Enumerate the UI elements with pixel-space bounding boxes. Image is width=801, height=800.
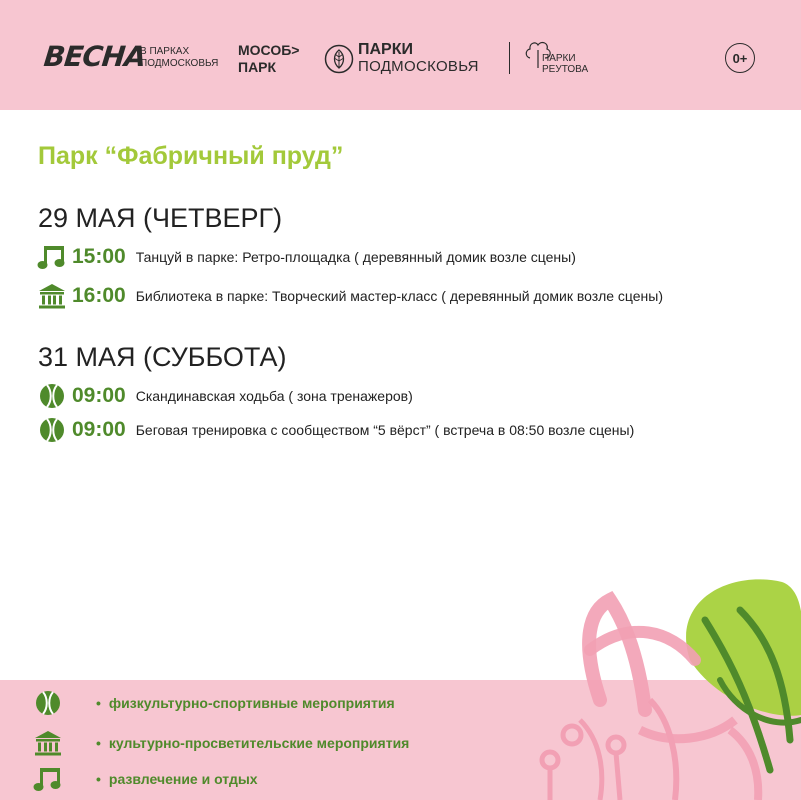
music-note-icon [36, 243, 68, 271]
ball-icon [32, 689, 64, 717]
event-description: Скандинавская ходьба ( зона тренажеров) [135, 388, 413, 404]
decorative-plant-icon [520, 570, 801, 800]
legend-item [32, 729, 409, 757]
vesna-logo-subtitle: В ПАРКАХ ПОДМОСКОВЬЯ [140, 46, 219, 69]
legend-label: • культурно-просветительские мероприятия [96, 735, 409, 751]
parki-reutova-logo: ПАРКИ РЕУТОВА [542, 53, 589, 75]
museum-icon [36, 282, 68, 310]
ball-icon [36, 382, 68, 410]
legend-item [32, 689, 395, 717]
event-time: 15:00 [72, 245, 126, 268]
music-note-icon [32, 765, 64, 793]
vesna-logo: ВЕСНА [42, 40, 147, 73]
event-row [36, 381, 413, 411]
legend-label: • физкультурно-спортивные мероприятия [96, 695, 395, 711]
museum-icon [32, 729, 64, 757]
event-description: Библиотека в парке: Творческий мастер-класс ( деревянный домик возле сцены) [135, 288, 664, 304]
event-row [36, 415, 634, 445]
day-heading: 29 МАЯ (ЧЕТВЕРГ) [38, 203, 283, 233]
parki-logo-line1: ПАРКИ [358, 41, 413, 58]
event-row [36, 242, 576, 272]
legend-label: • развлечение и отдых [96, 771, 258, 787]
header-divider [509, 42, 510, 74]
event-description: Беговая тренировка с сообществом “5 вёрст” ( встреча в 08:50 возле сцены) [135, 422, 635, 438]
event-description: Танцуй в парке: Ретро-площадка ( деревянный домик возле сцены) [135, 249, 576, 265]
parki-podmoskovya-logo [358, 41, 479, 75]
legend-item [32, 765, 258, 793]
header-banner [0, 0, 801, 110]
mosoblpark-logo: МОСОБ> ПАРК [238, 42, 300, 75]
parki-logo-line2: ПОДМОСКОВЬЯ [358, 58, 479, 75]
ball-icon [36, 416, 68, 444]
leaf-logo-icon [324, 44, 354, 74]
event-time: 09:00 [72, 418, 126, 441]
park-title: Парк “Фабричный пруд” [38, 142, 344, 170]
age-rating-badge: 0+ [725, 43, 755, 73]
day-heading: 31 МАЯ (СУББОТА) [38, 342, 287, 372]
event-time: 09:00 [72, 384, 126, 407]
event-time: 16:00 [72, 284, 126, 307]
event-row [36, 281, 663, 311]
